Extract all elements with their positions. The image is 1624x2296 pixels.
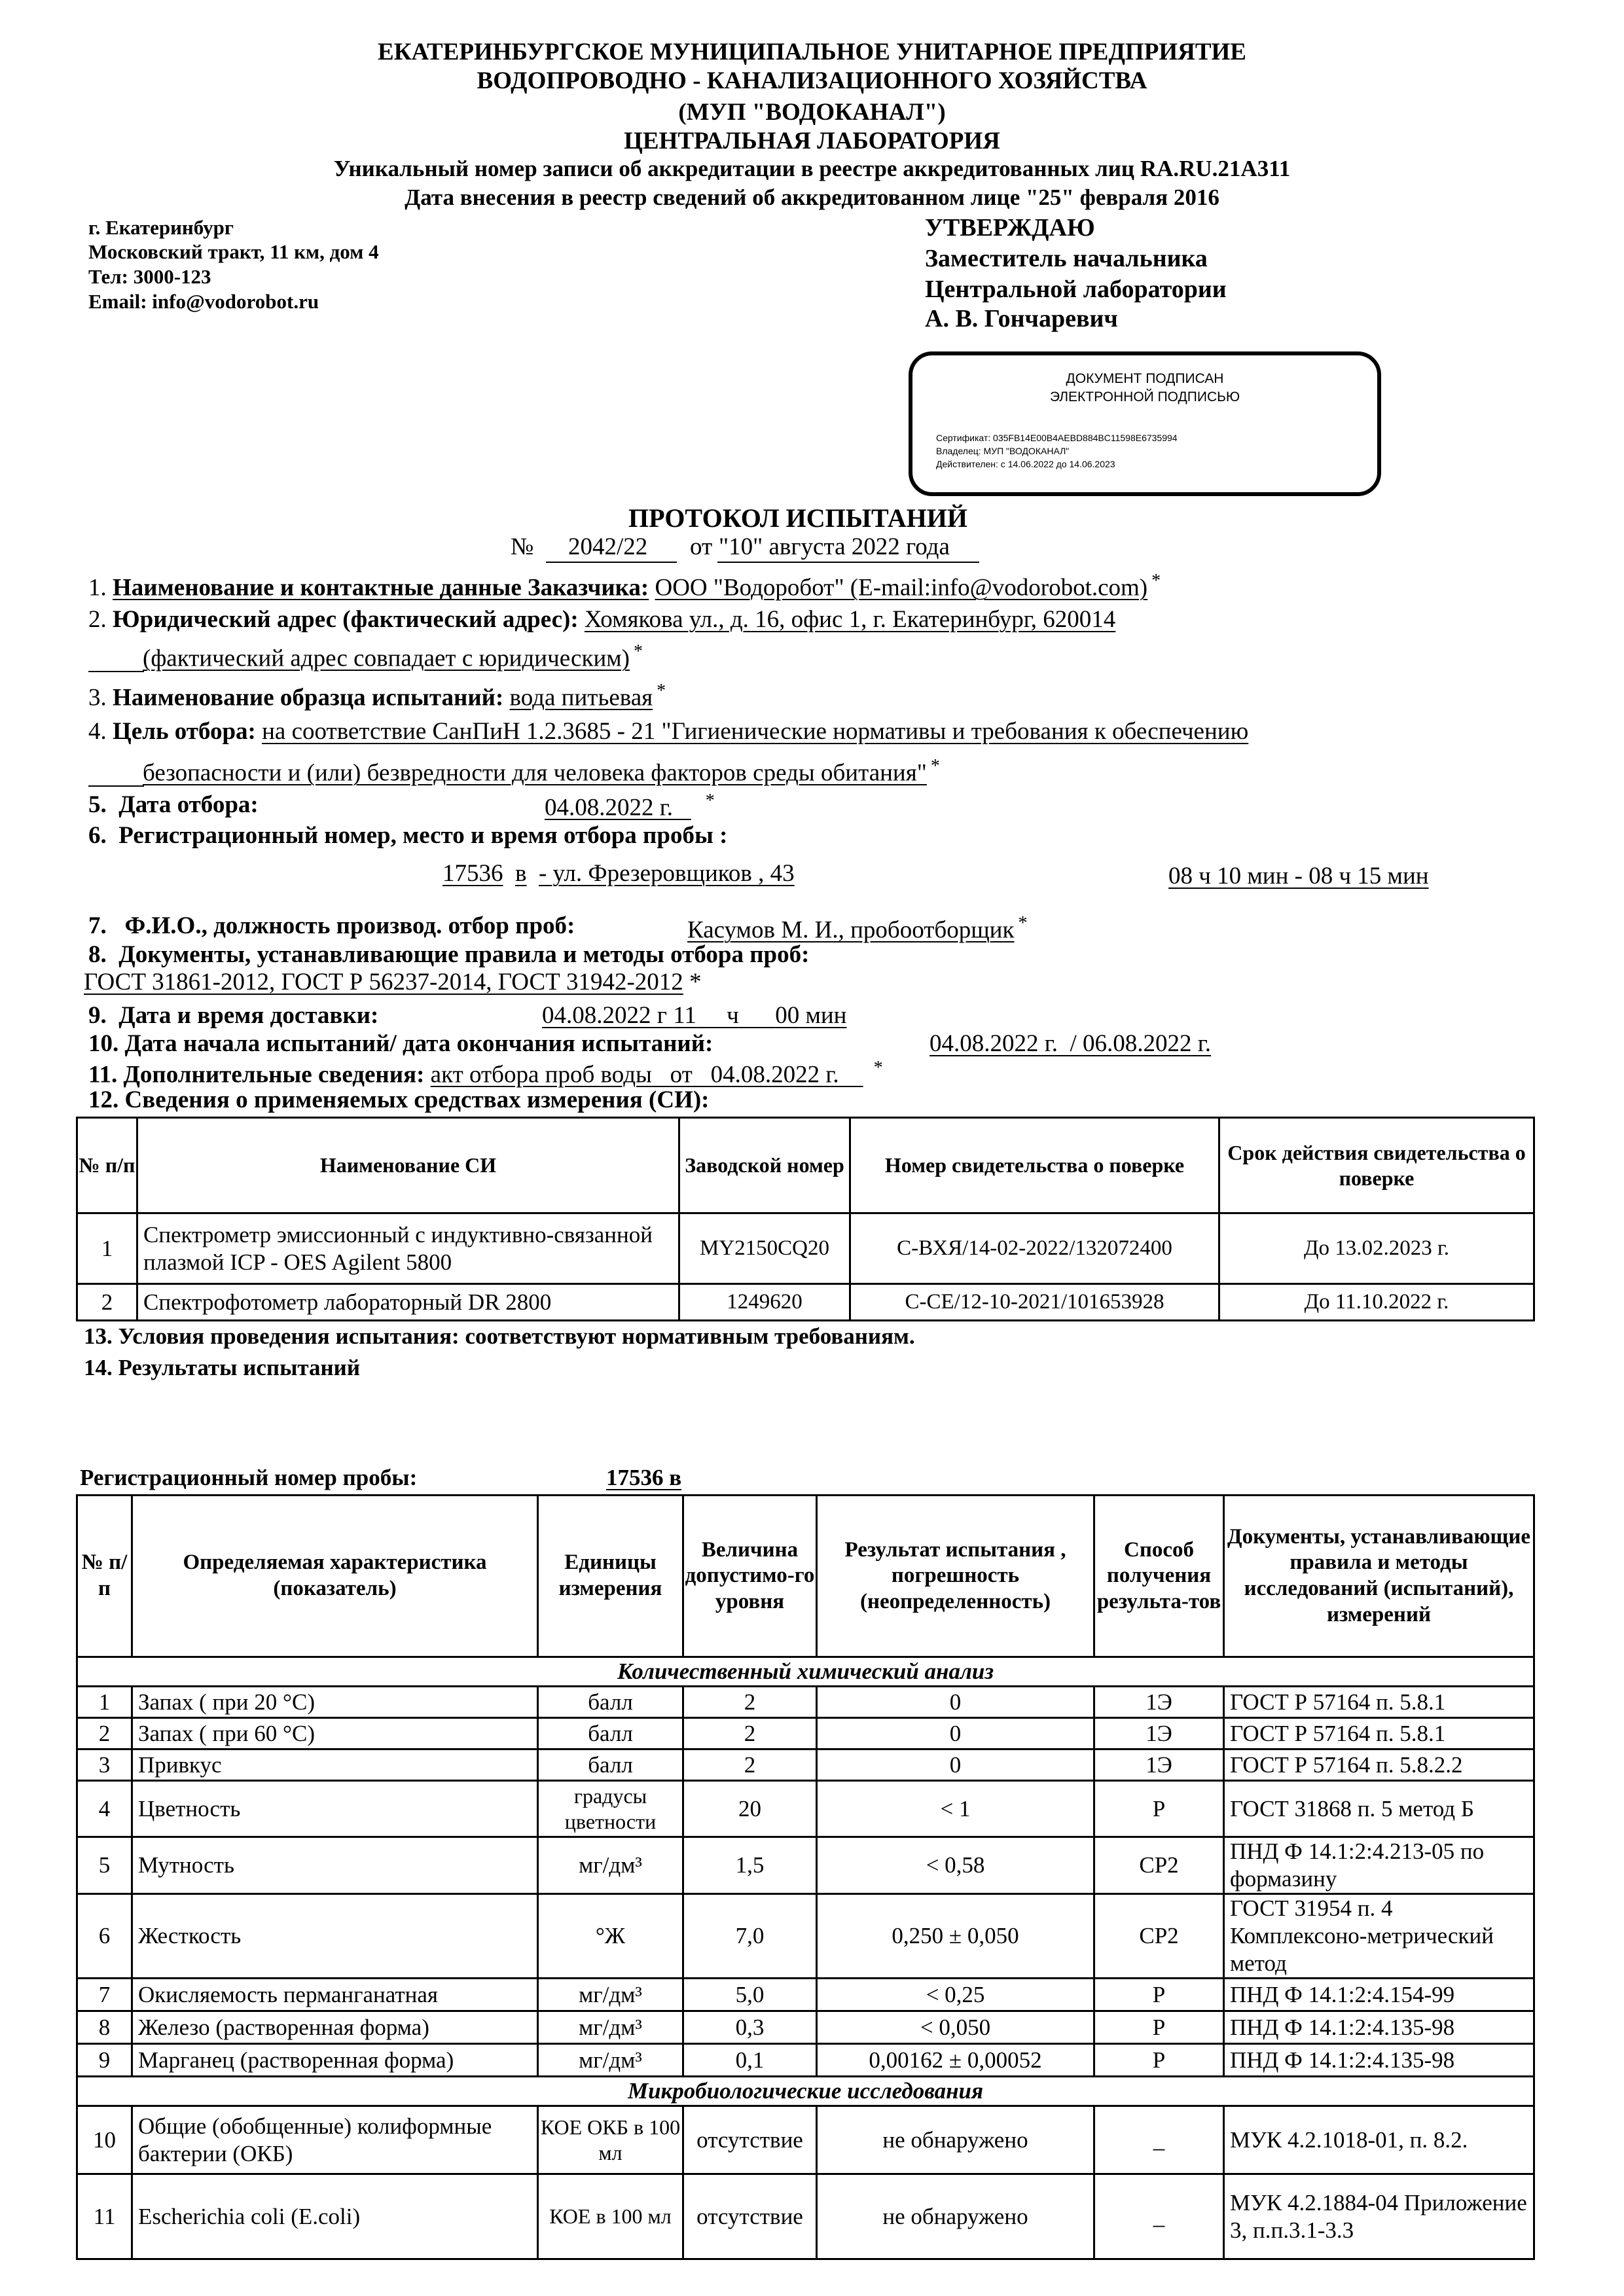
item-10-value: 04.08.2022 г. / 06.08.2022 г. xyxy=(929,1030,1212,1057)
results-header-row xyxy=(77,1496,1534,1657)
cell-method: СР2 xyxy=(1094,1837,1224,1894)
item-3-value: вода питьевая xyxy=(509,684,653,711)
cell-limit: 2 xyxy=(683,1718,817,1749)
org-name-line1: ЕКАТЕРИНБУРГСКОЕ МУНИЦИПАЛЬНОЕ УНИТАРНОЕ ПРЕДПРИЯТИЕ xyxy=(378,39,1246,65)
col-header: Единицы измерения xyxy=(538,1496,683,1657)
approval-department: Центральной лаборатории xyxy=(925,276,1227,303)
cell-unit: градусы цветности xyxy=(538,1781,683,1837)
item-2-note: (фактический адрес совпадает с юридическим) * xyxy=(143,641,643,672)
col-header: Определяемая характеристика (показатель) xyxy=(132,1496,538,1657)
item-7-label: 7. Ф.И.О., должность производ. отбор проб: xyxy=(88,912,575,939)
cell-name: Escherichia coli (E.coli) xyxy=(132,2174,538,2259)
cell-method: 1Э xyxy=(1094,1749,1224,1781)
item-10-label: 10. Дата начала испытаний/ дата окончания испытаний: xyxy=(88,1030,713,1057)
cell-name: Запах ( при 60 °С) xyxy=(132,1718,538,1749)
cell-limit: 20 xyxy=(683,1781,817,1837)
cell-limit: 0,1 xyxy=(683,2044,817,2077)
lab-name: ЦЕНТРАЛЬНАЯ ЛАБОРАТОРИЯ xyxy=(624,128,1000,154)
table-row xyxy=(77,2106,1534,2174)
cell-method: Р xyxy=(1094,2044,1224,2077)
cell-limit: 1,5 xyxy=(683,1837,817,1894)
cell-doc: МУК 4.2.1018-01, п. 8.2. xyxy=(1224,2106,1534,2174)
approval-title: УТВЕРЖДАЮ xyxy=(925,214,1095,242)
item-6-values: 17536 в - ул. Фрезеровщиков , 43 xyxy=(442,860,795,887)
cell-doc: ГОСТ 31954 п. 4 Комплексоно-метрический метод xyxy=(1224,1894,1534,1979)
protocol-date: "10" августа 2022 года xyxy=(719,533,950,560)
cell-limit: 0,3 xyxy=(683,2011,817,2044)
cell-doc: ГОСТ Р 57164 п. 5.8.2.2 xyxy=(1224,1749,1534,1781)
cell-result: 0 xyxy=(817,1687,1094,1718)
cell-limit: отсутствие xyxy=(683,2174,817,2259)
item-14: 14. Результаты испытаний xyxy=(84,1355,361,1380)
section-row xyxy=(77,1657,1534,1687)
cell-unit: балл xyxy=(538,1687,683,1718)
table-row xyxy=(77,1687,1534,1718)
item-2-label: Юридический адрес (фактический адрес): xyxy=(113,606,579,633)
table-row xyxy=(77,2011,1534,2044)
org-name-line2: ВОДОПРОВОДНО - КАНАЛИЗАЦИОННОГО ХОЗЯЙСТВА xyxy=(477,67,1147,94)
item-2-value: Хомякова ул., д. 16, офис 1, г. Екатеринбург, 620014 xyxy=(584,606,1116,633)
table-header-row xyxy=(77,1118,1534,1213)
cell-doc: ПНД Ф 14.1:2:4.135-98 xyxy=(1224,2044,1534,2077)
item-8-value: ГОСТ 31861-2012, ГОСТ Р 56237-2014, ГОСТ 31942-2012 * xyxy=(84,969,702,996)
cell-n: 4 xyxy=(77,1781,132,1837)
cell-result: 0,00162 ± 0,00052 xyxy=(817,2044,1094,2077)
item-9-value: 04.08.2022 г 11 ч 00 мин xyxy=(542,1002,847,1029)
cell-result: 0 xyxy=(817,1749,1094,1781)
item-2: 2. Юридический адрес (фактический адрес): Хомякова ул., д. 16, офис 1, г. Екатеринбург, 620014 xyxy=(88,606,1116,633)
accreditation-number: Уникальный номер записи об аккредитации в реестре аккредитованных лиц RA.RU.21А311 xyxy=(333,156,1291,181)
approval-position: Заместитель начальника xyxy=(925,245,1208,272)
section-chemical: Количественный химический анализ xyxy=(77,1657,1534,1687)
item-3-label: Наименование образца испытаний: xyxy=(113,684,504,711)
stamp-line1: ДОКУМЕНТ ПОДПИСАН xyxy=(1066,371,1224,386)
e-signature-stamp xyxy=(909,351,1381,496)
cell-doc: ГОСТ 31868 п. 5 метод Б xyxy=(1224,1781,1534,1837)
col-header: № п/п xyxy=(77,1496,132,1657)
cell-method: СР2 xyxy=(1094,1894,1224,1979)
results-table xyxy=(76,1494,1535,2260)
col-header: Величина допустимо-го уровня xyxy=(683,1496,817,1657)
cell-limit: 5,0 xyxy=(683,1979,817,2011)
accreditation-date: Дата внесения в реестр сведений об аккредитованном лице "25" февраля 2016 xyxy=(405,185,1219,210)
item-11: 11. Дополнительные сведения: акт отбора проб воды от 04.08.2022 г. * xyxy=(88,1058,883,1088)
cell-result: не обнаружено xyxy=(817,2174,1094,2259)
stamp-line2: ЭЛЕКТРОННОЙ ПОДПИСЬЮ xyxy=(1049,389,1240,404)
table-row xyxy=(77,1894,1534,1979)
cell-unit: КОЕ ОКБ в 100 мл xyxy=(538,2106,683,2174)
col-header: Способ получения результа-тов xyxy=(1094,1496,1224,1657)
cell-name: Окисляемость перманганатная xyxy=(132,1979,538,2011)
item-4-value-cont: безопасности и (или) безвредности для человека факторов среды обитания" * xyxy=(143,756,940,787)
col-header: Номер свидетельства о поверке xyxy=(850,1118,1219,1213)
item-4: 4. Цель отбора: на соответствие СанПиН 1.2.3685 - 21 "Гигиенические нормативы и требования к обеспечению xyxy=(88,718,1249,745)
item-4-value: на соответствие СанПиН 1.2.3685 - 21 "Гигиенические нормативы и требования к обеспечению xyxy=(262,718,1249,745)
protocol-number: 2042/22 xyxy=(568,533,648,560)
cell-doc: ПНД Ф 14.1:2:4.213-05 по формазину xyxy=(1224,1837,1534,1894)
item-8-label: 8. Документы, устанавливающие правила и методы отбора проб: xyxy=(88,941,810,968)
item-11-value: акт отбора проб воды xyxy=(430,1061,652,1088)
cell-n: 9 xyxy=(77,2044,132,2077)
cell-unit: мг/дм³ xyxy=(538,2011,683,2044)
protocol-no-label: № xyxy=(511,533,534,560)
item-1: 1. Наименование и контактные данные Заказчика: ООО "Водоробот" (E-mail:info@vodorobot.com) * xyxy=(88,571,1161,601)
stamp-validity: Действителен: с 14.06.2022 до 14.06.2023 xyxy=(936,459,1115,469)
cell-limit: 7,0 xyxy=(683,1894,817,1979)
contact-email: Email: info@vodorobot.ru xyxy=(88,290,319,313)
item-12-label: 12. Сведения о применяемых средствах измерения (СИ): xyxy=(88,1086,710,1113)
org-name-short: (МУП "ВОДОКАНАЛ") xyxy=(678,99,946,126)
cell-method: Р xyxy=(1094,1979,1224,2011)
sample-place: - ул. Фрезеровщиков , 43 xyxy=(538,860,795,887)
sample-time: 08 ч 10 мин - 08 ч 15 мин xyxy=(1168,863,1429,889)
item-3: 3. Наименование образца испытаний: вода питьевая * xyxy=(88,681,666,711)
table-row xyxy=(77,1781,1534,1837)
item-4-label: Цель отбора: xyxy=(113,718,256,745)
results-reg-label: Регистрационный номер пробы: xyxy=(80,1465,418,1490)
cell-method: 1Э xyxy=(1094,1687,1224,1718)
cell-n: 6 xyxy=(77,1894,132,1979)
col-header: Наименование СИ xyxy=(137,1118,679,1213)
cell-result: 0,250 ± 0,050 xyxy=(817,1894,1094,1979)
table-row xyxy=(77,1718,1534,1749)
cell-unit: мг/дм³ xyxy=(538,2044,683,2077)
approval-signer: А. В. Гончаревич xyxy=(925,305,1118,332)
cell-unit: КОЕ в 100 мл xyxy=(538,2174,683,2259)
cell-unit: мг/дм³ xyxy=(538,1837,683,1894)
table-row xyxy=(77,2174,1534,2259)
cell-doc: ГОСТ Р 57164 п. 5.8.1 xyxy=(1224,1718,1534,1749)
cell-limit: отсутствие xyxy=(683,2106,817,2174)
protocol-from-label: от xyxy=(690,533,713,560)
cell-result: < 0,25 xyxy=(817,1979,1094,2011)
cell-n: 5 xyxy=(77,1837,132,1894)
table-row xyxy=(77,1749,1534,1781)
table-row xyxy=(77,1979,1534,2011)
cell-name: Жесткость xyxy=(132,1894,538,1979)
stamp-certificate: Сертификат: 035FB14E00B4AEBD884BC11598E6735994 xyxy=(936,433,1178,443)
cell-name: Привкус xyxy=(132,1749,538,1781)
cell-name: Мутность xyxy=(132,1837,538,1894)
section-microbiology: Микробиологические исследования xyxy=(77,2077,1534,2106)
cell-name: Запах ( при 20 °С) xyxy=(132,1687,538,1718)
section-row xyxy=(77,2077,1534,2106)
cell-limit: 2 xyxy=(683,1687,817,1718)
cell-name: Цветность xyxy=(132,1781,538,1837)
cell-result: < 0,050 xyxy=(817,2011,1094,2044)
item-9-label: 9. Дата и время доставки: xyxy=(88,1002,379,1029)
cell-n: 10 xyxy=(77,2106,132,2174)
cell-unit: балл xyxy=(538,1718,683,1749)
measurement-instruments-table xyxy=(76,1117,1535,1321)
cell-n: 2 xyxy=(77,1718,132,1749)
sample-reg-number: 17536 xyxy=(442,860,503,887)
cell-n: 11 xyxy=(77,2174,132,2259)
cell-n: 1 xyxy=(77,1687,132,1718)
table-row xyxy=(77,1837,1534,1894)
cell-n: 8 xyxy=(77,2011,132,2044)
cell-name: Железо (растворенная форма) xyxy=(132,2011,538,2044)
item-1-value: ООО "Водоробот" (E-mail:info@vodorobot.com) xyxy=(655,574,1148,601)
cell-doc: ПНД Ф 14.1:2:4.154-99 xyxy=(1224,1979,1534,2011)
cell-result: < 0,58 xyxy=(817,1837,1094,1894)
cell-method: Р xyxy=(1094,2011,1224,2044)
item-6-label: 6. Регистрационный номер, место и время отбора пробы : xyxy=(88,822,728,849)
col-header: Результат испытания , погрешность (неопределенность) xyxy=(817,1496,1094,1657)
cell-doc: ГОСТ Р 57164 п. 5.8.1 xyxy=(1224,1687,1534,1718)
col-header: № п/п xyxy=(77,1118,137,1213)
contact-phone: Тел: 3000-123 xyxy=(88,265,211,288)
cell-result: 0 xyxy=(817,1718,1094,1749)
item-5-label: 5. Дата отбора: xyxy=(88,791,259,818)
contact-address: Московский тракт, 11 км, дом 4 xyxy=(88,240,379,263)
cell-method: _ xyxy=(1094,2106,1224,2174)
col-header: Заводской номер xyxy=(679,1118,850,1213)
item-13: 13. Условия проведения испытания: соответствуют нормативным требованиям. xyxy=(84,1323,915,1349)
cell-unit: °Ж xyxy=(538,1894,683,1979)
cell-limit: 2 xyxy=(683,1749,817,1781)
cell-result: не обнаружено xyxy=(817,2106,1094,2174)
cell-doc: МУК 4.2.1884-04 Приложение 3, п.п.3.1-3.3 xyxy=(1224,2174,1534,2259)
cell-method: Р xyxy=(1094,1781,1224,1837)
cell-method: 1Э xyxy=(1094,1718,1224,1749)
col-header: Документы, устанавливающие правила и методы исследований (испытаний), измерений xyxy=(1224,1496,1534,1657)
cell-unit: балл xyxy=(538,1749,683,1781)
results-reg-value: 17536 в xyxy=(606,1465,682,1490)
cell-method: _ xyxy=(1094,2174,1224,2259)
cell-n: 7 xyxy=(77,1979,132,2011)
cell-doc: ПНД Ф 14.1:2:4.135-98 xyxy=(1224,2011,1534,2044)
protocol-title: ПРОТОКОЛ ИСПЫТАНИЙ xyxy=(628,503,967,533)
col-header: Срок действия свидетельства о поверке xyxy=(1219,1118,1534,1213)
cell-n: 3 xyxy=(77,1749,132,1781)
stamp-owner: Владелец: МУП "ВОДОКАНАЛ" xyxy=(936,446,1070,456)
contact-city: г. Екатеринбург xyxy=(88,216,234,239)
table-row: 1 Спектрометр эмиссионный с индуктивно-связанной плазмой ICP - OES Agilent 5800 MY2150CQ20 С-ВХЯ/14-02-2022/132072400 До 13.02.2023 г. xyxy=(77,1213,1534,1284)
table-row xyxy=(77,2044,1534,2077)
item-11-label: Дополнительные сведения: xyxy=(123,1061,425,1088)
table-row: 2 Спектрофотометр лабораторный DR 2800 1249620 С-СЕ/12-10-2021/101653928 До 11.10.2022 г. xyxy=(77,1284,1534,1321)
item-5-value: 04.08.2022 г. * xyxy=(545,791,715,821)
cell-unit: мг/дм³ xyxy=(538,1979,683,2011)
item-7-value: Касумов М. И., пробоотборщик * xyxy=(687,913,1028,944)
cell-name: Марганец (растворенная форма) xyxy=(132,2044,538,2077)
cell-name: Общие (обобщенные) колиформные бактерии (ОКБ) xyxy=(132,2106,538,2174)
cell-result: < 1 xyxy=(817,1781,1094,1837)
item-1-label: Наименование и контактные данные Заказчика: xyxy=(113,574,649,601)
